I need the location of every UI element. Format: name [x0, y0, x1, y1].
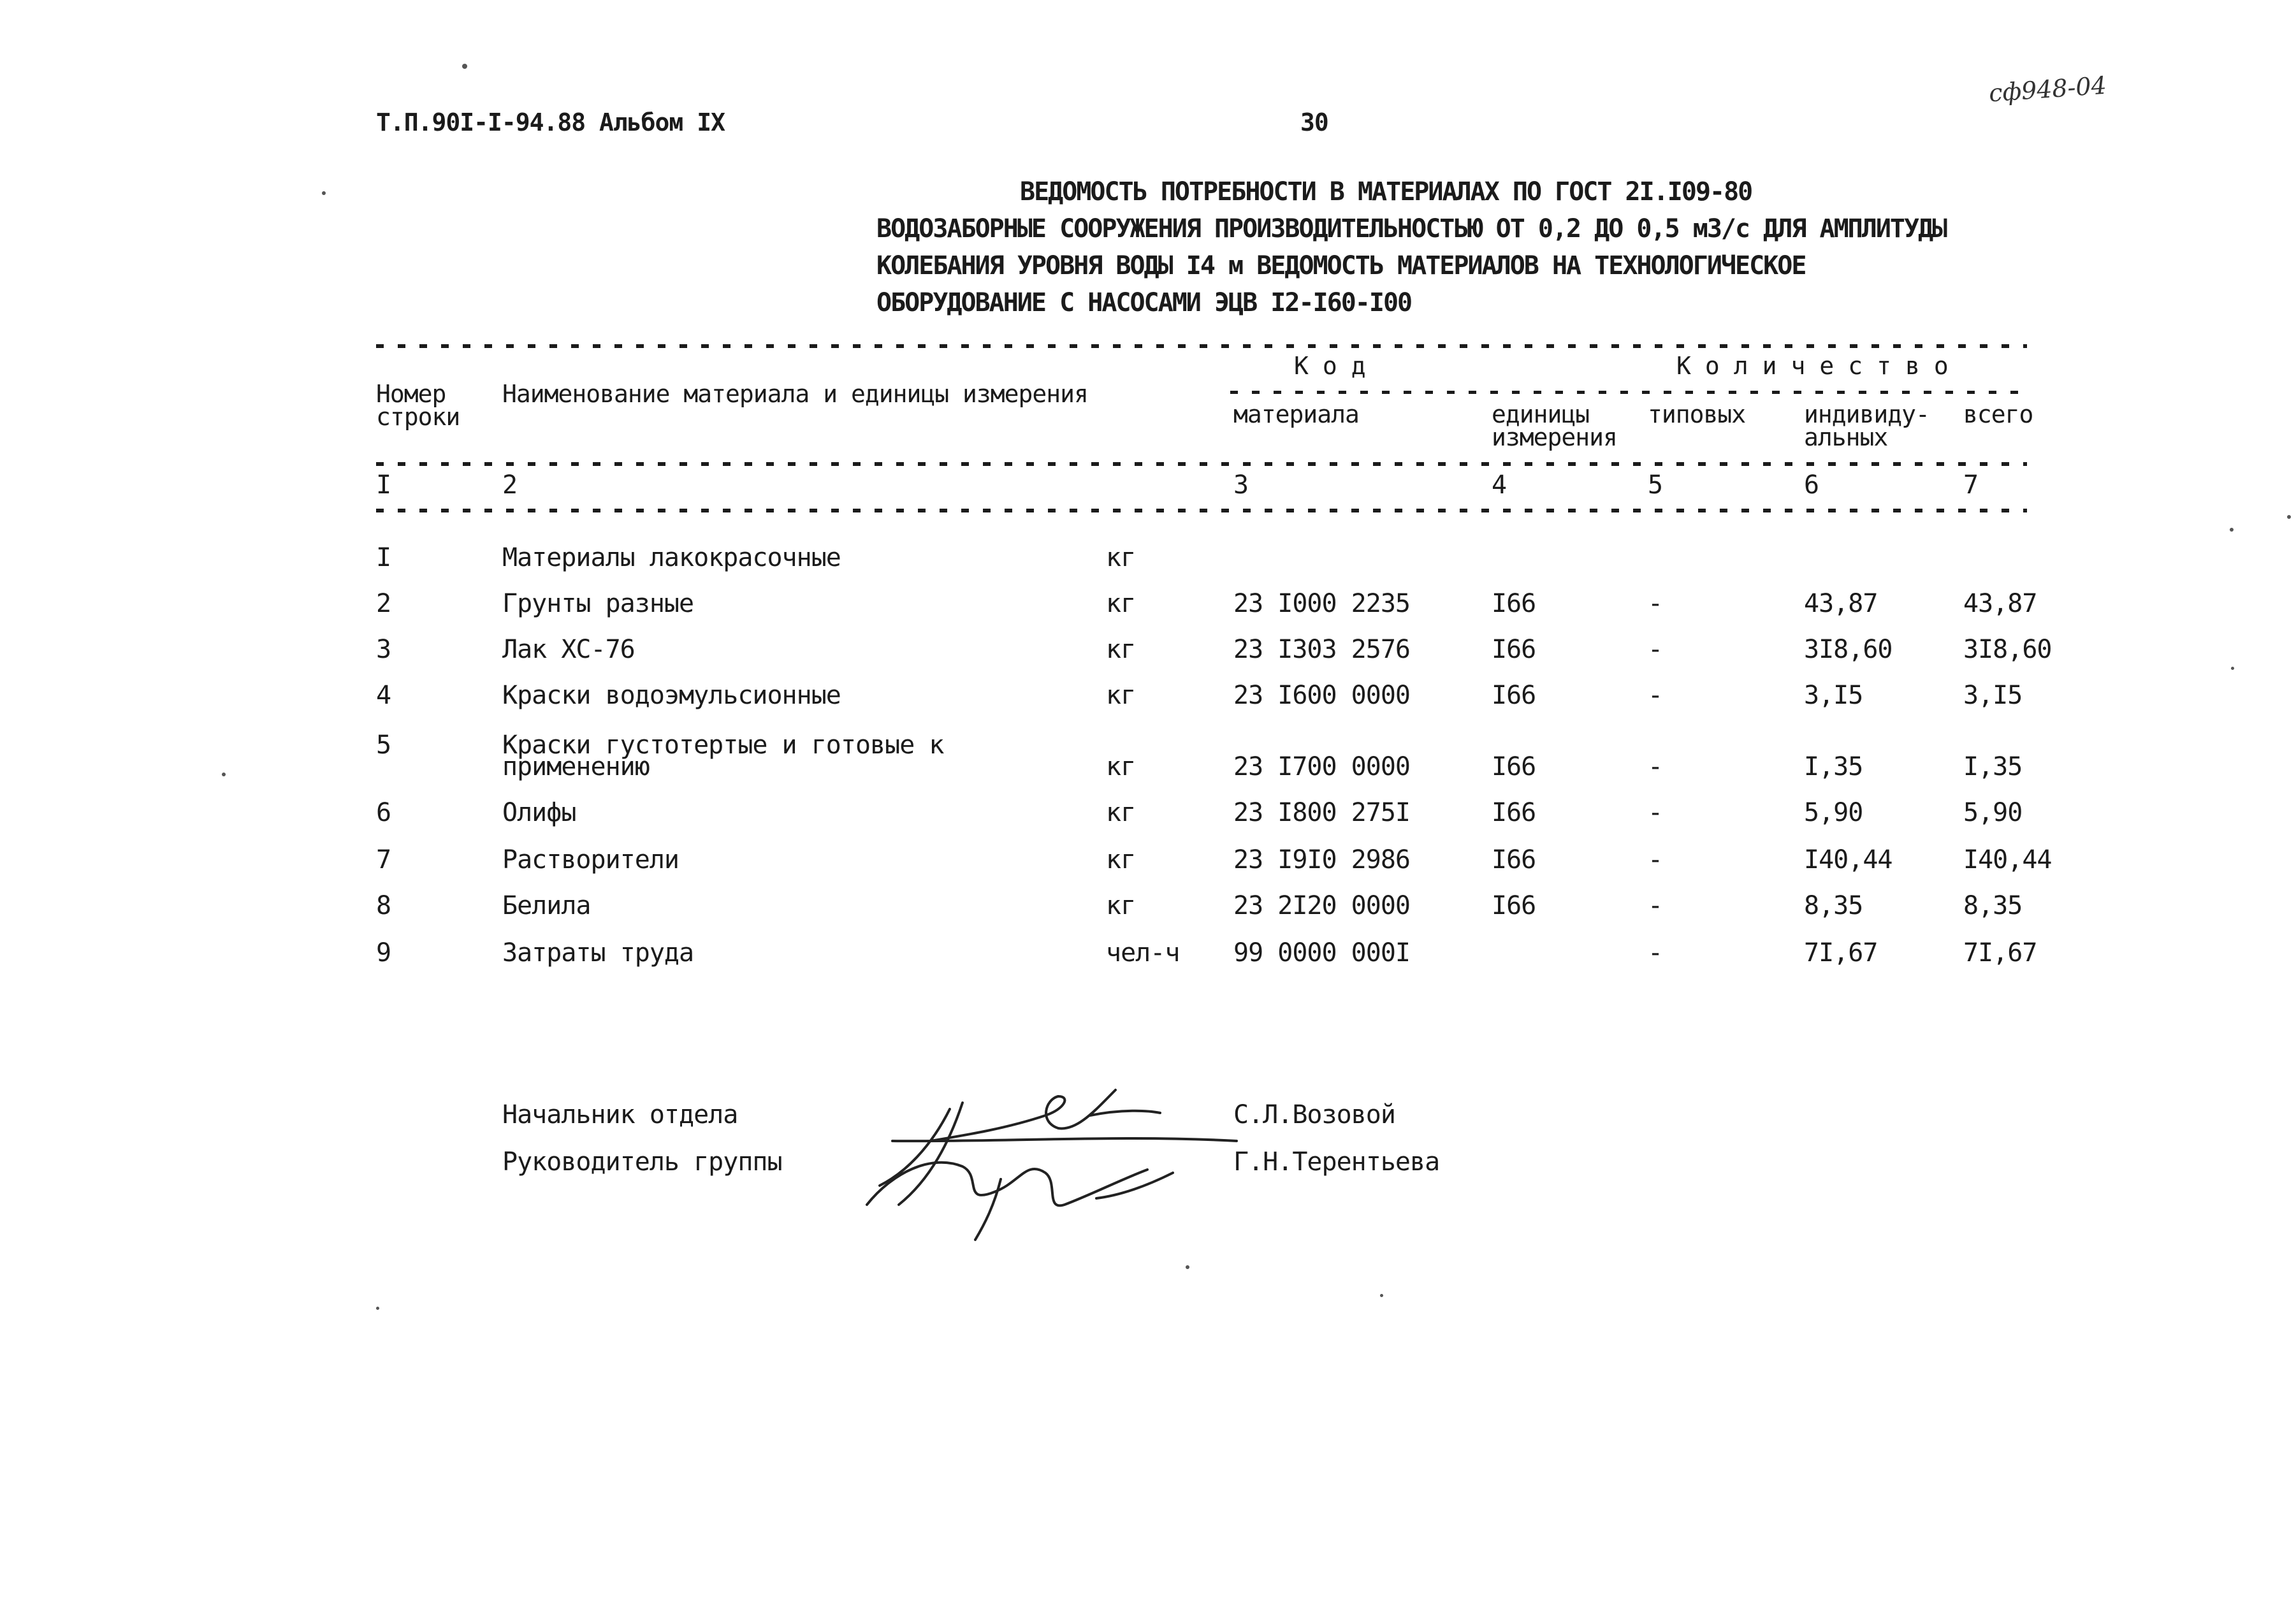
qty-typical: -	[1648, 891, 1663, 920]
header-code-material: материала	[1233, 400, 1359, 428]
material-name: Грунты разные	[502, 589, 694, 618]
material-name: Лак ХС-76	[502, 635, 635, 664]
qty-individual: 5,90	[1804, 798, 1863, 827]
header-bottom-rule	[376, 462, 2027, 466]
qty-typical: -	[1648, 752, 1663, 781]
qty-typical: -	[1648, 845, 1663, 875]
header-row-number: Номер строки	[376, 380, 460, 431]
title-line-3: КОЛЕБАНИЯ УРОВНЯ ВОДЫ I4 м ВЕДОМОСТЬ МАТЕРИАЛОВ НА ТЕХНОЛОГИЧЕСКОЕ	[876, 251, 1806, 280]
scan-speck	[2230, 528, 2234, 532]
measure-unit: кг	[1106, 543, 1136, 572]
scan-speck	[1380, 1294, 1383, 1297]
header-quantity-individual: индивиду- альных	[1804, 400, 1929, 451]
title-line-1: ВЕДОМОСТЬ ПОТРЕБНОСТИ В МАТЕРИАЛАХ ПО ГОСТ 2I.I09-80	[1020, 177, 1752, 207]
scan-speck	[2231, 667, 2234, 670]
unit-code: I66	[1492, 845, 1536, 875]
title-line-2: ВОДОЗАБОРНЫЕ СООРУЖЕНИЯ ПРОИЗВОДИТЕЛЬНОСТЬЮ ОТ 0,2 ДО 0,5 м3/с ДЛЯ АМПЛИТУДЫ	[876, 214, 1947, 243]
material-name: Краски водоэмульсионные	[502, 681, 841, 710]
scan-speck	[1186, 1265, 1189, 1269]
table-top-rule	[376, 344, 2027, 348]
qty-individual: I40,44	[1804, 845, 1893, 875]
row-number: 6	[376, 798, 391, 827]
page-number: 30	[1300, 108, 1328, 136]
signature-name-lead: Г.Н.Терентьева	[1233, 1147, 1440, 1177]
column-number-3: 3	[1233, 470, 1249, 500]
measure-unit: кг	[1106, 635, 1136, 664]
scan-speck	[222, 773, 226, 776]
measure-unit: кг	[1106, 891, 1136, 920]
measure-unit: кг	[1106, 845, 1136, 875]
scan-speck	[322, 191, 326, 195]
column-number-4: 4	[1492, 470, 1507, 500]
material-code: 23 I000 2235	[1233, 589, 1410, 618]
qty-individual: 3,I5	[1804, 681, 1863, 710]
scan-speck	[462, 64, 467, 69]
material-code: 23 I303 2576	[1233, 635, 1410, 664]
measure-unit: кг	[1106, 589, 1136, 618]
row-number: 2	[376, 589, 391, 618]
row-number: 8	[376, 891, 391, 920]
column-number-1: I	[376, 470, 391, 500]
material-name: Олифы	[502, 798, 576, 827]
qty-total: 5,90	[1963, 798, 2023, 827]
qty-total: 7I,67	[1963, 938, 2037, 968]
qty-individual: 3I8,60	[1804, 635, 1893, 664]
qty-individual: 7I,67	[1804, 938, 1878, 968]
handwritten-signature-icon	[854, 1071, 1249, 1249]
qty-typical: -	[1648, 798, 1663, 827]
header-material-name: Наименование материала и единицы измерения	[502, 380, 1088, 408]
row-number: 9	[376, 938, 391, 968]
row-number: I	[376, 543, 391, 572]
column-number-6: 6	[1804, 470, 1819, 500]
qty-total: 8,35	[1963, 891, 2023, 920]
unit-code: I66	[1492, 681, 1536, 710]
qty-total: I,35	[1963, 752, 2023, 781]
code-quantity-subrule	[1230, 391, 2027, 394]
header-code-unit: единицы измерения	[1492, 400, 1617, 451]
header-quantity-total: всего	[1963, 400, 2033, 428]
qty-total: 43,87	[1963, 589, 2037, 618]
material-code: 23 2I20 0000	[1233, 891, 1410, 920]
row-number: 7	[376, 845, 391, 875]
row-number: 5	[376, 730, 391, 760]
scan-speck	[2287, 515, 2291, 519]
signature-role-lead: Руководитель группы	[502, 1147, 782, 1177]
material-code: 23 I9I0 2986	[1233, 845, 1410, 875]
material-name: Материалы лакокрасочные	[502, 543, 841, 572]
unit-code: I66	[1492, 589, 1536, 618]
measure-unit: кг	[1106, 681, 1136, 710]
unit-code: I66	[1492, 798, 1536, 827]
material-code: 99 0000 000I	[1233, 938, 1410, 968]
material-code: 23 I800 275I	[1233, 798, 1410, 827]
scan-speck	[376, 1307, 379, 1310]
material-name: Белила	[502, 891, 591, 920]
material-code: 23 I600 0000	[1233, 681, 1410, 710]
column-number-2: 2	[502, 470, 518, 500]
row-number: 4	[376, 681, 391, 710]
signature-role-head: Начальник отдела	[502, 1100, 738, 1129]
column-number-5: 5	[1648, 470, 1663, 500]
column-number-7: 7	[1963, 470, 1979, 500]
unit-code: I66	[1492, 752, 1536, 781]
row-number: 3	[376, 635, 391, 664]
qty-individual: I,35	[1804, 752, 1863, 781]
material-name: Затраты труда	[502, 938, 694, 968]
material-code: 23 I700 0000	[1233, 752, 1410, 781]
document-reference: Т.П.90I-I-94.88 Альбом IX	[376, 108, 725, 136]
qty-typical: -	[1648, 938, 1663, 968]
registration-mark: сф948-04	[1987, 71, 2108, 108]
header-quantity-group: Количество	[1676, 352, 1963, 380]
signature-name-head: С.Л.Возовой	[1233, 1100, 1395, 1129]
qty-individual: 8,35	[1804, 891, 1863, 920]
measure-unit: чел-ч	[1106, 938, 1180, 968]
unit-code: I66	[1492, 635, 1536, 664]
column-numbers-rule	[376, 509, 2027, 512]
material-name: Краски густотертые и готовые к	[502, 730, 944, 760]
measure-unit: кг	[1106, 752, 1136, 781]
qty-individual: 43,87	[1804, 589, 1878, 618]
unit-code: I66	[1492, 891, 1536, 920]
qty-total: I40,44	[1963, 845, 2052, 875]
header-code-group: Код	[1294, 352, 1380, 380]
measure-unit: кг	[1106, 798, 1136, 827]
qty-typical: -	[1648, 589, 1663, 618]
title-line-4: ОБОРУДОВАНИЕ С НАСОСАМИ ЭЦВ I2-I60-I00	[876, 288, 1412, 317]
header-quantity-typical: типовых	[1648, 400, 1746, 428]
qty-total: 3I8,60	[1963, 635, 2052, 664]
qty-total: 3,I5	[1963, 681, 2023, 710]
material-name: Растворители	[502, 845, 679, 875]
material-name-continued: применению	[502, 752, 650, 781]
qty-typical: -	[1648, 635, 1663, 664]
qty-typical: -	[1648, 681, 1663, 710]
